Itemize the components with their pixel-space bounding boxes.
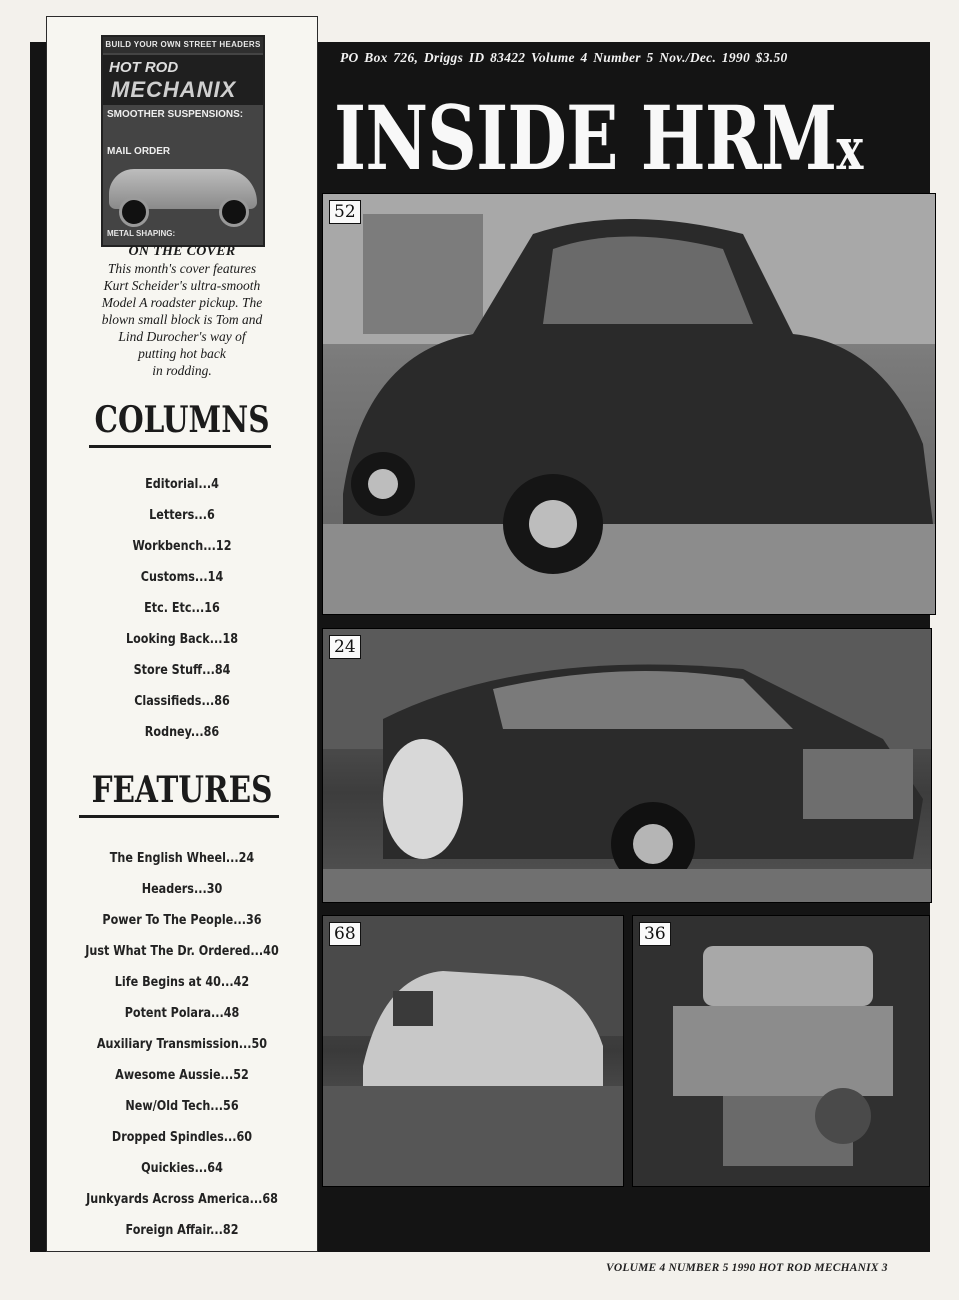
cover-thumb-wheel-rear [219, 197, 249, 227]
cover-caption-line: in rodding. [152, 363, 212, 378]
cover-thumb-bottom-line: METAL SHAPING: [107, 229, 176, 238]
cover-caption-line: This month's cover features [107, 261, 257, 276]
cover-caption-heading: ON THE COVER [128, 244, 236, 259]
cover-thumbnail[interactable] [101, 35, 265, 247]
issue-meta-line: PO Box 726, Driggs ID 83422 Volume 4 Number 5 Nov./Dec. 1990 $3.50 [340, 50, 788, 65]
cover-caption-line: Model A roadster pickup. The [101, 295, 263, 310]
toc-item-customs[interactable]: Customs...14 [140, 570, 224, 585]
photo-sedan-window [393, 991, 433, 1026]
cover-thumb-mast-small: HOT ROD [109, 59, 179, 76]
toc-item-store-stuff[interactable]: Store Stuff...84 [133, 663, 231, 678]
photo-page-badge: 24 [329, 635, 361, 659]
photo-wheel-front-rim [529, 500, 577, 548]
columns-heading: COLUMNS [94, 399, 270, 441]
photo-floor [323, 869, 931, 902]
photo-racecar-rim [633, 824, 673, 864]
photo-racecar-tail [803, 749, 913, 819]
toc-item-power-to-the-people[interactable]: Power To The People...36 [102, 913, 262, 928]
cover-caption [47, 243, 317, 379]
photo-racecar-illustration [323, 629, 931, 902]
page-title [334, 86, 863, 190]
cover-thumb-top-line: BUILD YOUR OWN STREET HEADERS [103, 37, 263, 53]
photo-ground [323, 524, 935, 614]
cover-thumb-wheel-front [119, 197, 149, 227]
toc-item-letters[interactable]: Letters...6 [149, 508, 215, 523]
photo-engine-pulley [815, 1088, 871, 1144]
cover-caption-line: Kurt Scheider's ultra-smooth [103, 278, 261, 293]
toc-item-classifieds[interactable]: Classifieds...86 [134, 694, 230, 709]
columns-list [47, 469, 317, 748]
photo-power-to-the-people[interactable] [632, 915, 930, 1187]
cover-thumb-stories [107, 109, 243, 157]
toc-item-etc-etc[interactable]: Etc. Etc...16 [144, 601, 220, 616]
photo-mechanic [383, 739, 463, 859]
photo-junkyard-illustration [323, 916, 623, 1186]
cover-thumb-story-2: MAIL ORDER [107, 146, 171, 157]
toc-item-just-what-the-dr-ordered[interactable]: Just What The Dr. Ordered...40 [85, 944, 279, 959]
photo-wheel-rear-rim [368, 469, 398, 499]
toc-item-dropped-spindles[interactable]: Dropped Spindles...60 [111, 1130, 253, 1145]
photo-engine-illustration [633, 916, 929, 1186]
toc-item-headers[interactable]: Headers...30 [141, 882, 223, 897]
toc-item-editorial[interactable]: Editorial...4 [145, 477, 219, 492]
toc-item-new-old-tech[interactable]: New/Old Tech...56 [125, 1099, 239, 1114]
cover-thumb-masthead [103, 55, 263, 105]
photo-engine-intake [703, 946, 873, 1006]
photo-bg-car [363, 214, 483, 334]
cover-caption-line: Lind Durocher's way of [118, 329, 246, 344]
toc-item-looking-back[interactable]: Looking Back...18 [125, 632, 239, 647]
columns-heading-underline [89, 445, 271, 448]
toc-item-potent-polara[interactable]: Potent Polara...48 [124, 1006, 240, 1021]
toc-item-auxiliary-transmission[interactable]: Auxiliary Transmission...50 [96, 1037, 268, 1052]
photo-coupe-window [543, 237, 753, 325]
photo-page-badge: 68 [329, 922, 361, 946]
page-title-x: x [836, 115, 863, 183]
features-heading: FEATURES [91, 769, 273, 811]
cover-thumb-story-1: SMOOTHER SUSPENSIONS: [107, 109, 244, 120]
toc-item-workbench[interactable]: Workbench...12 [132, 539, 232, 554]
photo-page-badge: 52 [329, 200, 361, 224]
toc-item-quickies[interactable]: Quickies...64 [141, 1161, 223, 1176]
toc-item-life-begins-at-40[interactable]: Life Begins at 40...42 [114, 975, 250, 990]
features-list [47, 843, 317, 1246]
features-heading-underline [79, 815, 279, 818]
photo-junkyards[interactable] [322, 915, 624, 1187]
photo-english-wheel[interactable] [322, 628, 932, 903]
toc-item-awesome-aussie[interactable]: Awesome Aussie...52 [115, 1068, 249, 1083]
cover-thumb-mast-big: MECHANIX [111, 77, 237, 102]
photo-weeds [323, 1086, 623, 1186]
toc-item-foreign-affair[interactable]: Foreign Affair...82 [125, 1223, 239, 1238]
toc-item-english-wheel[interactable]: The English Wheel...24 [109, 851, 255, 866]
photo-page-badge: 36 [639, 922, 671, 946]
photo-engine-heads [673, 1006, 893, 1096]
cover-caption-line: blown small block is Tom and [101, 312, 263, 327]
page-footer: VOLUME 4 NUMBER 5 1990 HOT ROD MECHANIX 3 [606, 1262, 888, 1274]
cover-caption-line: putting hot back [138, 346, 226, 361]
toc-item-junkyards-across-america[interactable]: Junkyards Across America...68 [86, 1192, 278, 1207]
photo-coupe-illustration [323, 194, 935, 614]
toc-item-rodney[interactable]: Rodney...86 [144, 725, 220, 740]
photo-awesome-aussie[interactable] [322, 193, 936, 615]
contents-panel [46, 16, 318, 1252]
page-title-main: INSIDE HRM [334, 86, 837, 190]
